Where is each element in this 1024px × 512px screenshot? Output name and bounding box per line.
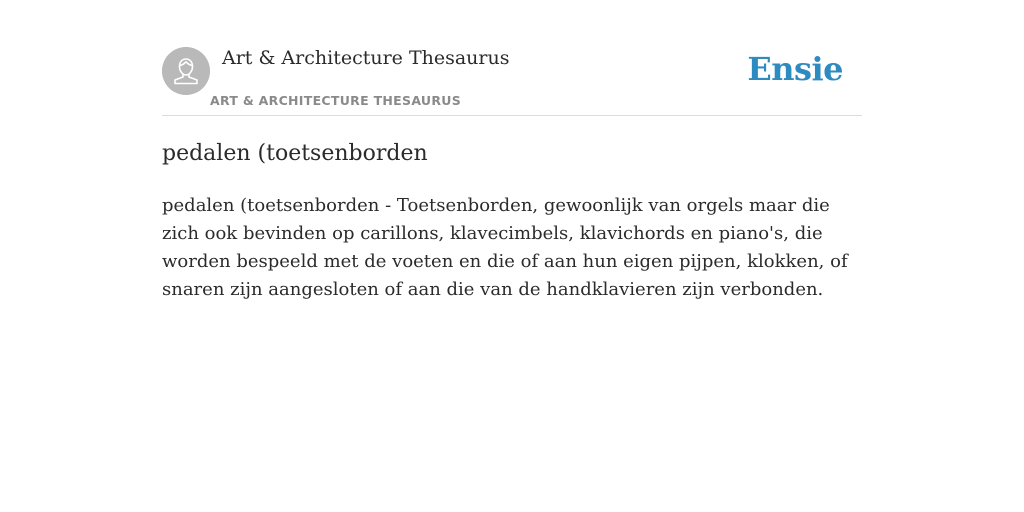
page-title: pedalen (toetsenborden (162, 141, 428, 166)
ensie-logo[interactable]: Ensie (747, 50, 843, 88)
author-avatar[interactable] (162, 47, 210, 95)
page-container (162, 0, 862, 512)
header (162, 0, 862, 116)
author-name-link[interactable]: Art & Architecture Thesaurus (222, 47, 510, 69)
source-label: ART & ARCHITECTURE THESAURUS (210, 93, 462, 108)
user-icon (162, 47, 210, 95)
definition-text: pedalen (toetsenborden - Toetsenborden, gewoonlijk van orgels maar die zich ook bevinden op carillons, klavecimbels, klavichords en piano's, die worden bespeeld met de voeten en die of aan hun eigen pijpen, klokken, of snaren zijn aangesloten of aan die van de handklavieren zijn verbonden. (162, 195, 848, 300)
